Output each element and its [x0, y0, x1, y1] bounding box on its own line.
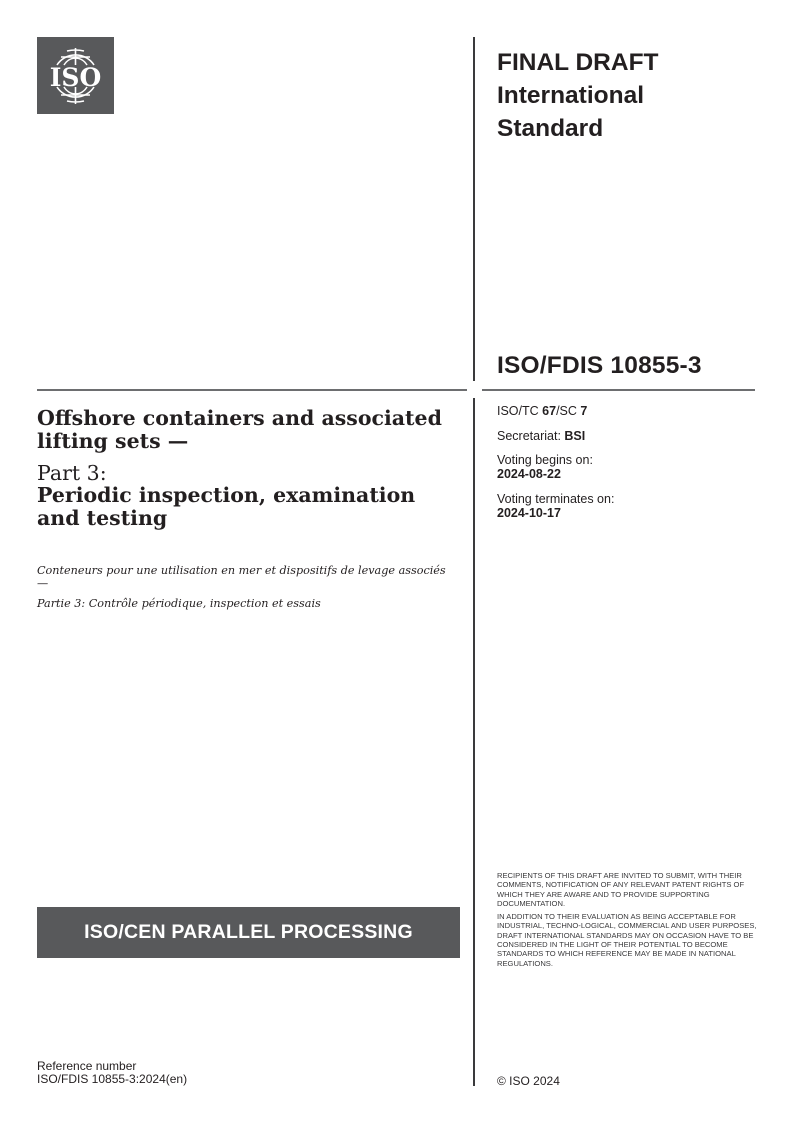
copyright: © ISO 2024: [497, 1074, 560, 1088]
french-title-part: Partie 3: Contrôle périodique, inspection et essais: [37, 597, 321, 610]
horizontal-divider-left: [37, 389, 467, 391]
notice-paragraph-1: RECIPIENTS OF THIS DRAFT ARE INVITED TO SUBMIT, WITH THEIR COMMENTS, NOTIFICATION OF ANY RELEVANT PATENT RIGHTS OF WHICH THEY ARE AWARE AND TO PROVIDE SUPPORTING DOCUMENTATION.: [497, 871, 745, 908]
vertical-divider-bottom: [473, 398, 475, 1086]
title-part: Part 3:: [37, 461, 107, 485]
banner-label: ISO/CEN PARALLEL PROCESSING: [84, 921, 413, 943]
sc-number: 7: [580, 404, 588, 418]
reference-label: Reference number: [37, 1059, 137, 1073]
iso-globe-logo-icon: [37, 37, 114, 114]
title-block: [37, 407, 457, 530]
voting-begins-label: Voting begins on:: [497, 453, 593, 467]
document-number: ISO/FDIS 10855-3: [497, 352, 702, 379]
status-international: International: [497, 82, 645, 109]
status-final-draft: FINAL DRAFT: [497, 49, 659, 76]
reference-value: ISO/FDIS 10855-3:2024(en): [37, 1071, 188, 1086]
status-standard: Standard: [497, 115, 604, 142]
tc-number: 67: [542, 404, 557, 418]
vertical-divider-top: [473, 37, 475, 381]
reference-number: [37, 1060, 187, 1085]
parallel-processing-banner: [37, 907, 460, 958]
iso-logo: [37, 37, 114, 114]
title-main: Offshore containers and associated lifting sets —: [37, 406, 442, 453]
svg-text:ISO: ISO: [49, 63, 102, 92]
horizontal-divider-right: [482, 389, 755, 391]
secretariat-value: BSI: [564, 429, 586, 443]
voting-terminates: [497, 492, 614, 520]
title-subtitle: Periodic inspection, examination and testing: [37, 483, 416, 530]
french-title-main: Conteneurs pour une utilisation en mer et dispositifs de levage associés —: [37, 564, 446, 590]
voting-begins-date: 2024-08-22: [497, 467, 561, 481]
technical-committee: ISO/TC 67/SC 7: [497, 404, 588, 418]
french-title-block: [37, 564, 457, 610]
voting-terminates-date: 2024-10-17: [497, 506, 561, 520]
voting-terminates-label: Voting terminates on:: [497, 492, 615, 506]
draft-notice: [497, 871, 759, 968]
notice-paragraph-2: IN ADDITION TO THEIR EVALUATION AS BEING ACCEPTABLE FOR INDUSTRIAL, TECHNO-LOGICAL, COMMERCIAL AND USER PURPOSES, DRAFT INTERNATIONAL STANDARDS MAY ON OCCASION HAVE TO BE CONSIDERED IN THE LIGHT OF THEIR POTENTIAL TO BECOME STANDARDS TO WHICH REFERENCE MAY BE MADE IN NATIONAL REGULATIONS.: [497, 912, 757, 968]
secretariat: Secretariat: BSI: [497, 429, 586, 443]
voting-begins: [497, 453, 593, 481]
document-status: [497, 46, 757, 145]
